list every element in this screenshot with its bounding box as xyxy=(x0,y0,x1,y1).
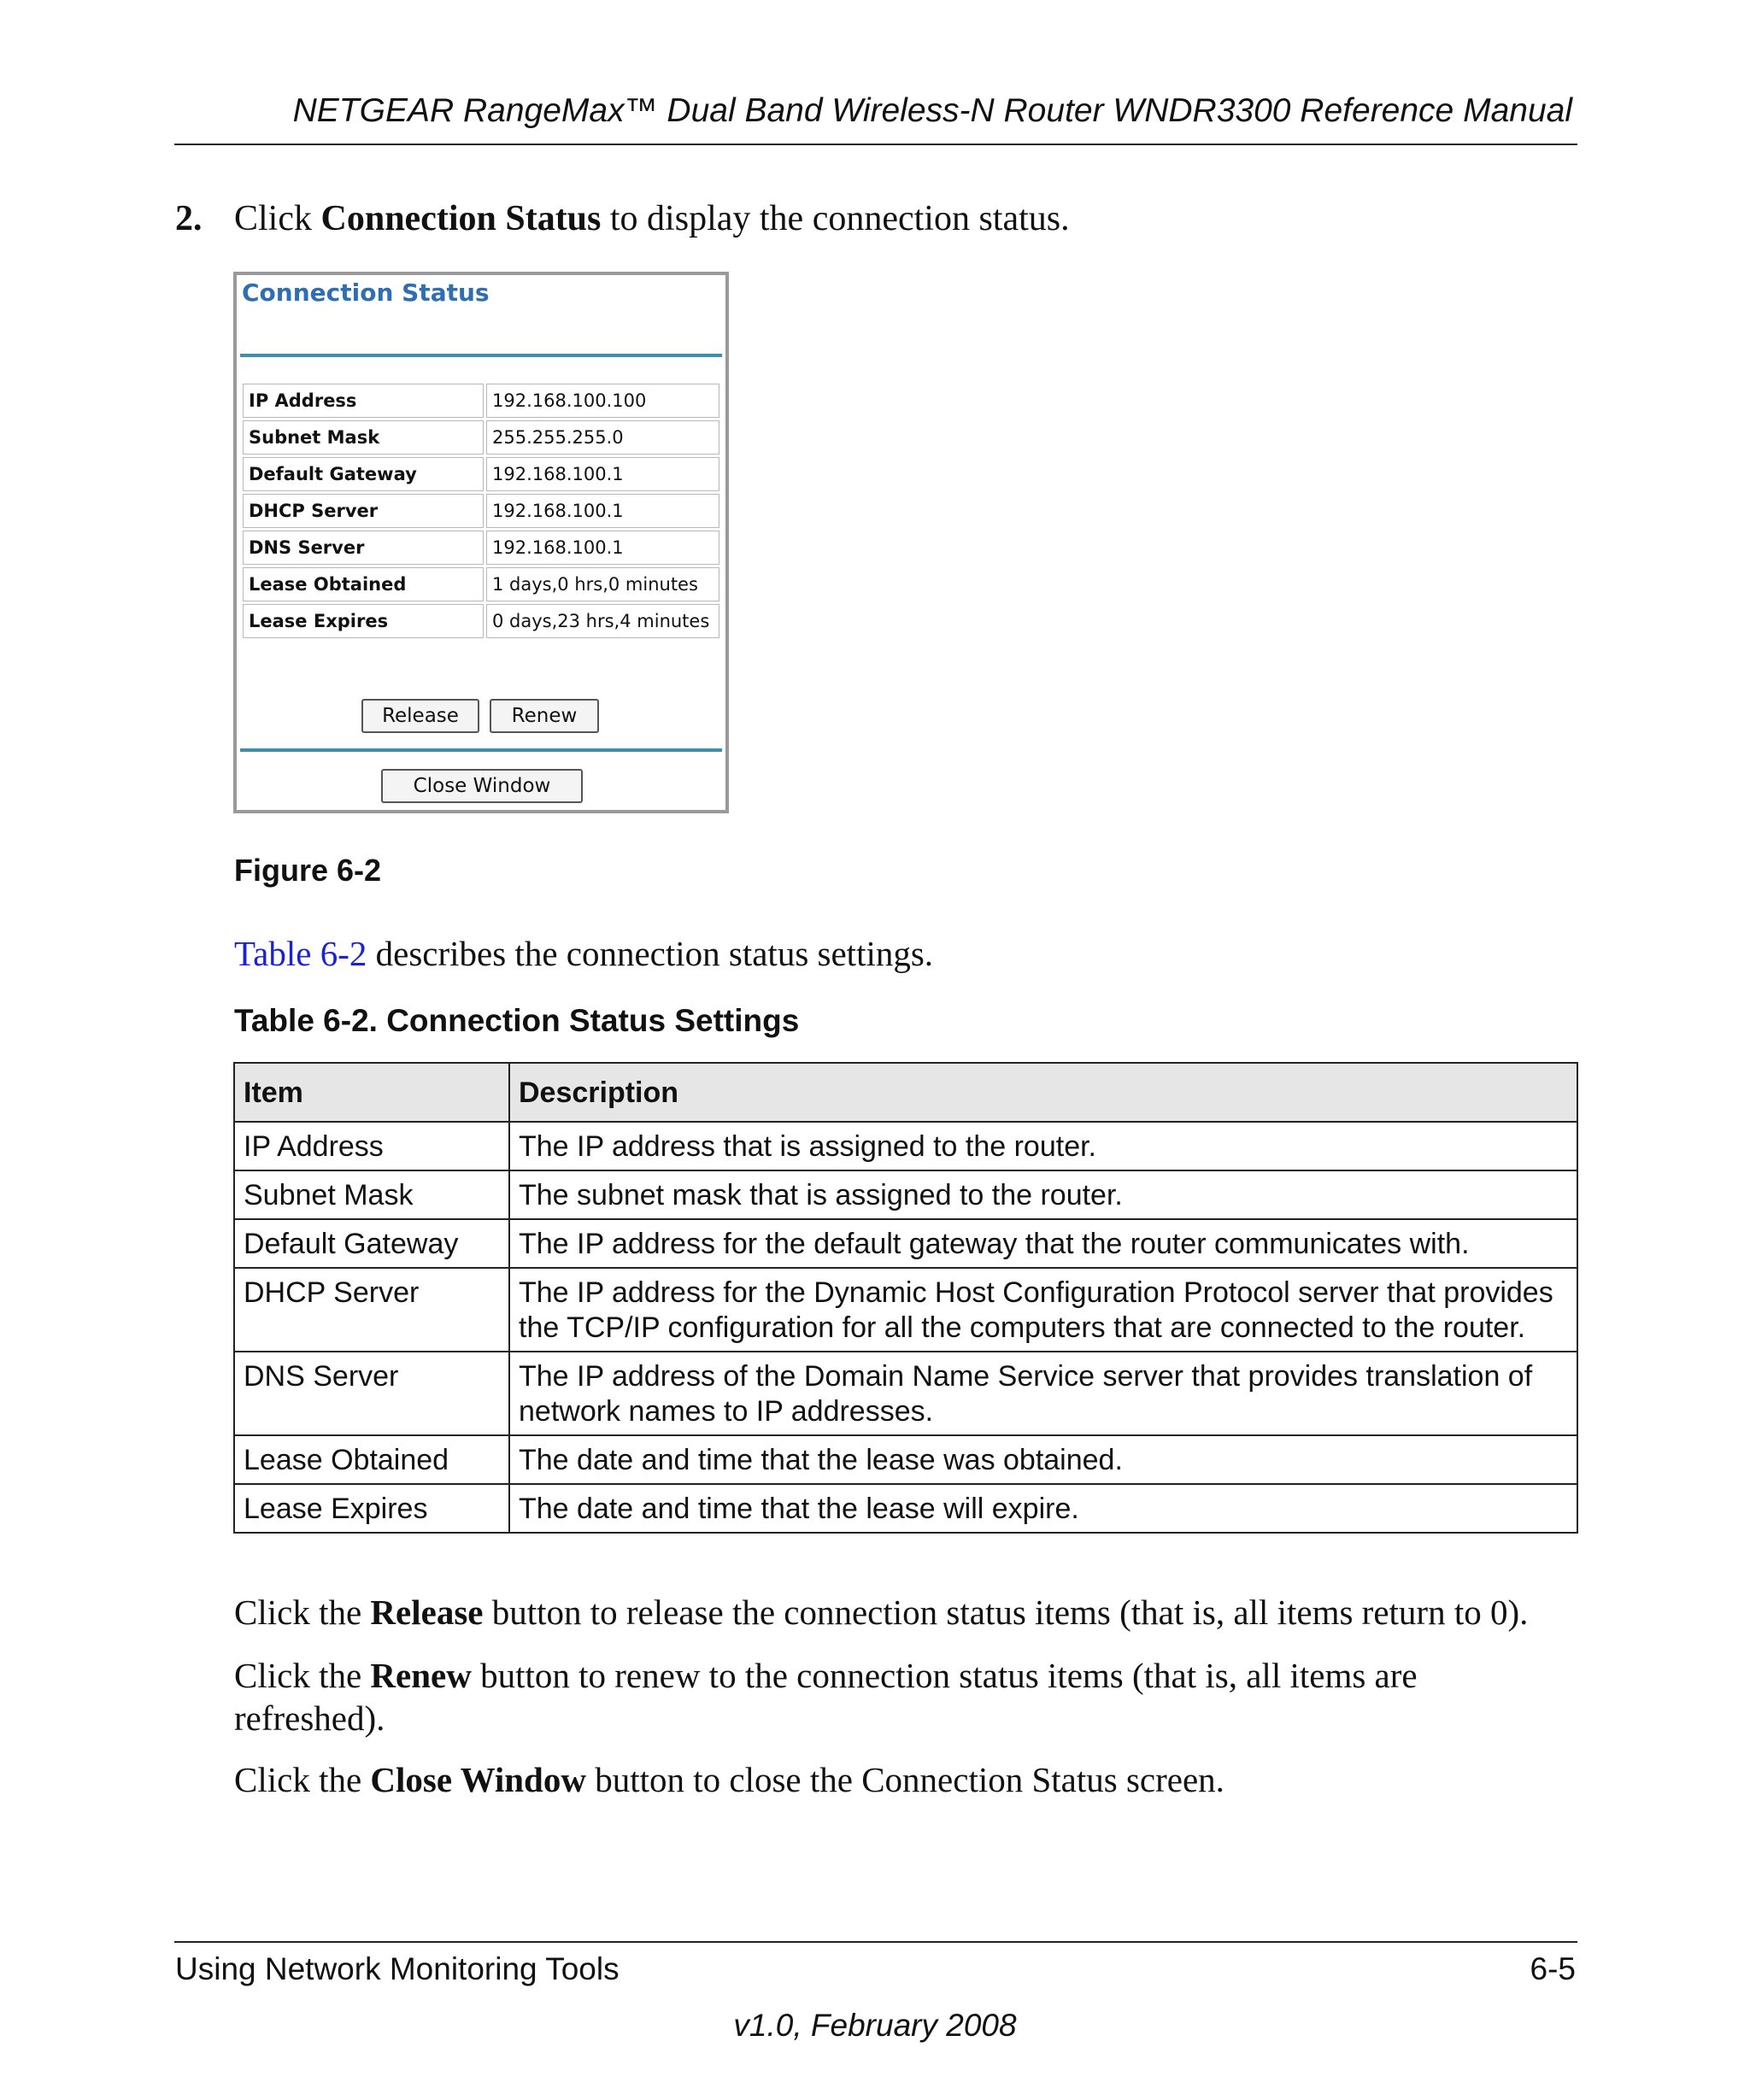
table-cell-item: Subnet Mask xyxy=(234,1170,509,1219)
close-suffix: button to close the Connection Status screen. xyxy=(585,1760,1224,1799)
step-number: 2. xyxy=(175,199,203,238)
panel-title: Connection Status xyxy=(242,279,490,307)
step-suffix: to display the connection status. xyxy=(601,199,1070,238)
renew-paragraph xyxy=(234,1654,1516,1739)
status-value: 0 days,23 hrs,4 minutes xyxy=(486,604,719,638)
status-label: DNS Server xyxy=(243,531,484,565)
close-window-button[interactable]: Close Window xyxy=(381,769,583,803)
status-row xyxy=(243,604,719,638)
header-rule xyxy=(174,144,1577,145)
status-label: Lease Obtained xyxy=(243,567,484,601)
status-label: IP Address xyxy=(243,384,484,418)
panel-button-divider xyxy=(240,748,722,752)
table-row xyxy=(234,1435,1577,1484)
status-row xyxy=(243,457,719,491)
table-cell-description: The date and time that the lease will expire. xyxy=(509,1484,1577,1533)
table-row xyxy=(234,1170,1577,1219)
status-label: Lease Expires xyxy=(243,604,484,638)
column-header-description: Description xyxy=(509,1063,1577,1122)
table-link[interactable]: Table 6-2 xyxy=(234,934,367,973)
status-value: 192.168.100.1 xyxy=(486,494,719,528)
renew-prefix: Click the xyxy=(234,1656,371,1695)
table-cell-item: Lease Obtained xyxy=(234,1435,509,1484)
step-prefix: Click xyxy=(234,199,321,238)
column-header-item: Item xyxy=(234,1063,509,1122)
status-row xyxy=(243,420,719,455)
status-label: Subnet Mask xyxy=(243,420,484,455)
release-paragraph xyxy=(234,1591,1576,1634)
footer-rule xyxy=(174,1941,1577,1943)
status-value: 255.255.255.0 xyxy=(486,420,719,455)
table-row xyxy=(234,1484,1577,1533)
step-text xyxy=(234,198,1070,239)
table-cell-description: The IP address of the Domain Name Service server that provides translation of network names to IP addresses. xyxy=(509,1352,1577,1435)
table-row xyxy=(234,1122,1577,1170)
table-cell-item: DNS Server xyxy=(234,1352,509,1435)
table-cell-item: Default Gateway xyxy=(234,1219,509,1268)
table-cell-description: The IP address for the default gateway that the router communicates with. xyxy=(509,1219,1577,1268)
status-value: 1 days,0 hrs,0 minutes xyxy=(486,567,719,601)
status-row xyxy=(243,567,719,601)
renew-bold-term: Renew xyxy=(370,1656,472,1695)
renew-suffix: button to renew to the connection status items (that is, all items are refreshed). xyxy=(234,1656,1418,1738)
table-row xyxy=(234,1352,1577,1435)
close-prefix: Click the xyxy=(234,1760,371,1799)
footer-page-number: 6-5 xyxy=(1530,1951,1576,1986)
table-cell-item: IP Address xyxy=(234,1122,509,1170)
release-button[interactable]: Release xyxy=(361,699,479,733)
footer-version: v1.0, February 2008 xyxy=(733,2008,1017,2043)
status-row xyxy=(243,384,719,418)
table-row xyxy=(234,1219,1577,1268)
release-suffix: button to release the connection status items (that is, all items return to 0). xyxy=(483,1593,1529,1632)
renew-button[interactable]: Renew xyxy=(490,699,599,733)
figure-label: Figure 6-2 xyxy=(234,853,382,888)
table-cell-item: Lease Expires xyxy=(234,1484,509,1533)
release-bold-term: Release xyxy=(370,1593,484,1632)
release-prefix: Click the xyxy=(234,1593,371,1632)
close-bold-term: Close Window xyxy=(370,1760,586,1799)
table-cell-item: DHCP Server xyxy=(234,1268,509,1352)
table-cell-description: The date and time that the lease was obtained. xyxy=(509,1435,1577,1484)
panel-title-divider xyxy=(240,354,722,357)
status-label: DHCP Server xyxy=(243,494,484,528)
connection-status-window xyxy=(233,272,729,813)
status-row xyxy=(243,531,719,565)
table-cell-description: The IP address that is assigned to the router. xyxy=(509,1122,1577,1170)
status-value: 192.168.100.1 xyxy=(486,457,719,491)
table-header-row xyxy=(234,1063,1577,1122)
table-caption: Table 6-2. Connection Status Settings xyxy=(234,1003,800,1038)
close-paragraph xyxy=(234,1758,1576,1801)
status-table xyxy=(240,381,722,641)
status-value: 192.168.100.1 xyxy=(486,531,719,565)
status-value: 192.168.100.100 xyxy=(486,384,719,418)
table-row xyxy=(234,1268,1577,1352)
table-cell-description: The subnet mask that is assigned to the router. xyxy=(509,1170,1577,1219)
running-header: NETGEAR RangeMax™ Dual Band Wireless-N Router WNDR3300 Reference Manual xyxy=(292,92,1572,129)
table-cell-description: The IP address for the Dynamic Host Configuration Protocol server that provides the TCP/IP configuration for all the computers that are connected to the router. xyxy=(509,1268,1577,1352)
status-label: Default Gateway xyxy=(243,457,484,491)
footer-section: Using Network Monitoring Tools xyxy=(175,1951,620,1986)
intro-suffix: describes the connection status settings. xyxy=(367,934,934,973)
intro-text xyxy=(234,933,933,974)
status-row xyxy=(243,494,719,528)
step-bold-term: Connection Status xyxy=(320,199,602,238)
settings-table xyxy=(233,1062,1578,1534)
